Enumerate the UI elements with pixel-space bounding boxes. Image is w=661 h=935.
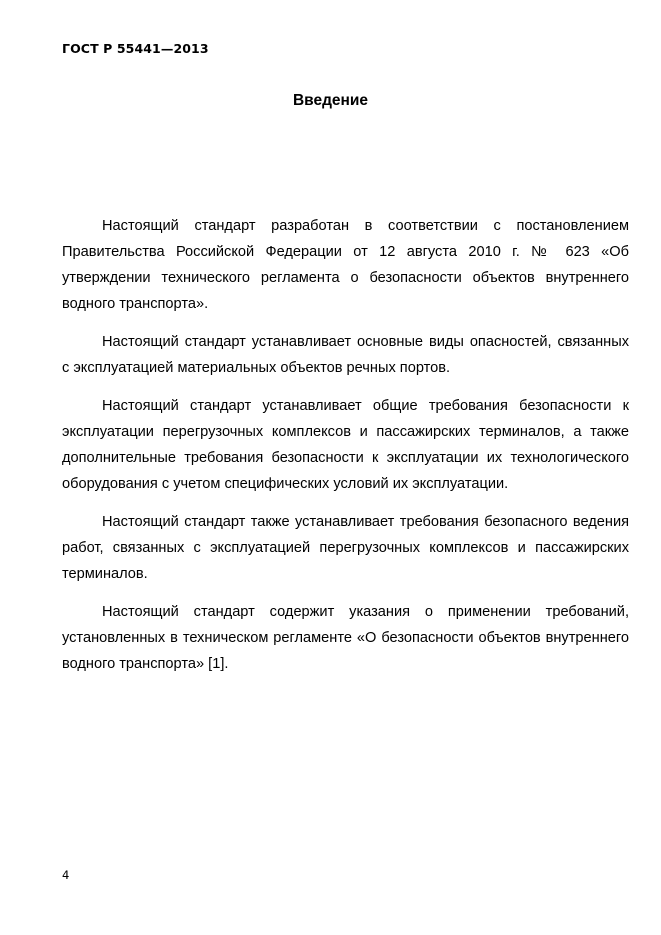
paragraph: Настоящий стандарт устанавливает общие требования безопасности к эксплуатации перегрузочных комплексов и пассажирских терминалов, а также дополнительные требования безопасности к эксплуатации их технологического оборудования с учетом специфических условий их эксплуатации. (62, 398, 629, 492)
section-title: Введение (292, 92, 369, 109)
paragraph: Настоящий стандарт содержит указания о применении требований, установленных в техническом регламенте «О безопасности объектов внутреннего водного транспорта» [1]. (62, 604, 629, 672)
paragraph: Настоящий стандарт также устанавливает требования безопасного ведения работ, связанных с эксплуатацией перегрузочных комплексов и пассажирских терминалов. (62, 514, 629, 582)
paragraph: Настоящий стандарт разработан в соответствии с постановлением Правительства Российской Федерации от 12 августа 2010 г. № 623 «Об утверждении технического регламента о безопасности объектов внутреннего водного транспорта». (62, 218, 629, 312)
paragraph: Настоящий стандарт устанавливает основные виды опасностей, связанных с эксплуатацией материальных объектов речных портов. (62, 334, 629, 376)
page-number: 4 (62, 868, 70, 882)
document-code: ГОСТ Р 55441—2013 (62, 41, 209, 56)
body-text (62, 213, 629, 689)
